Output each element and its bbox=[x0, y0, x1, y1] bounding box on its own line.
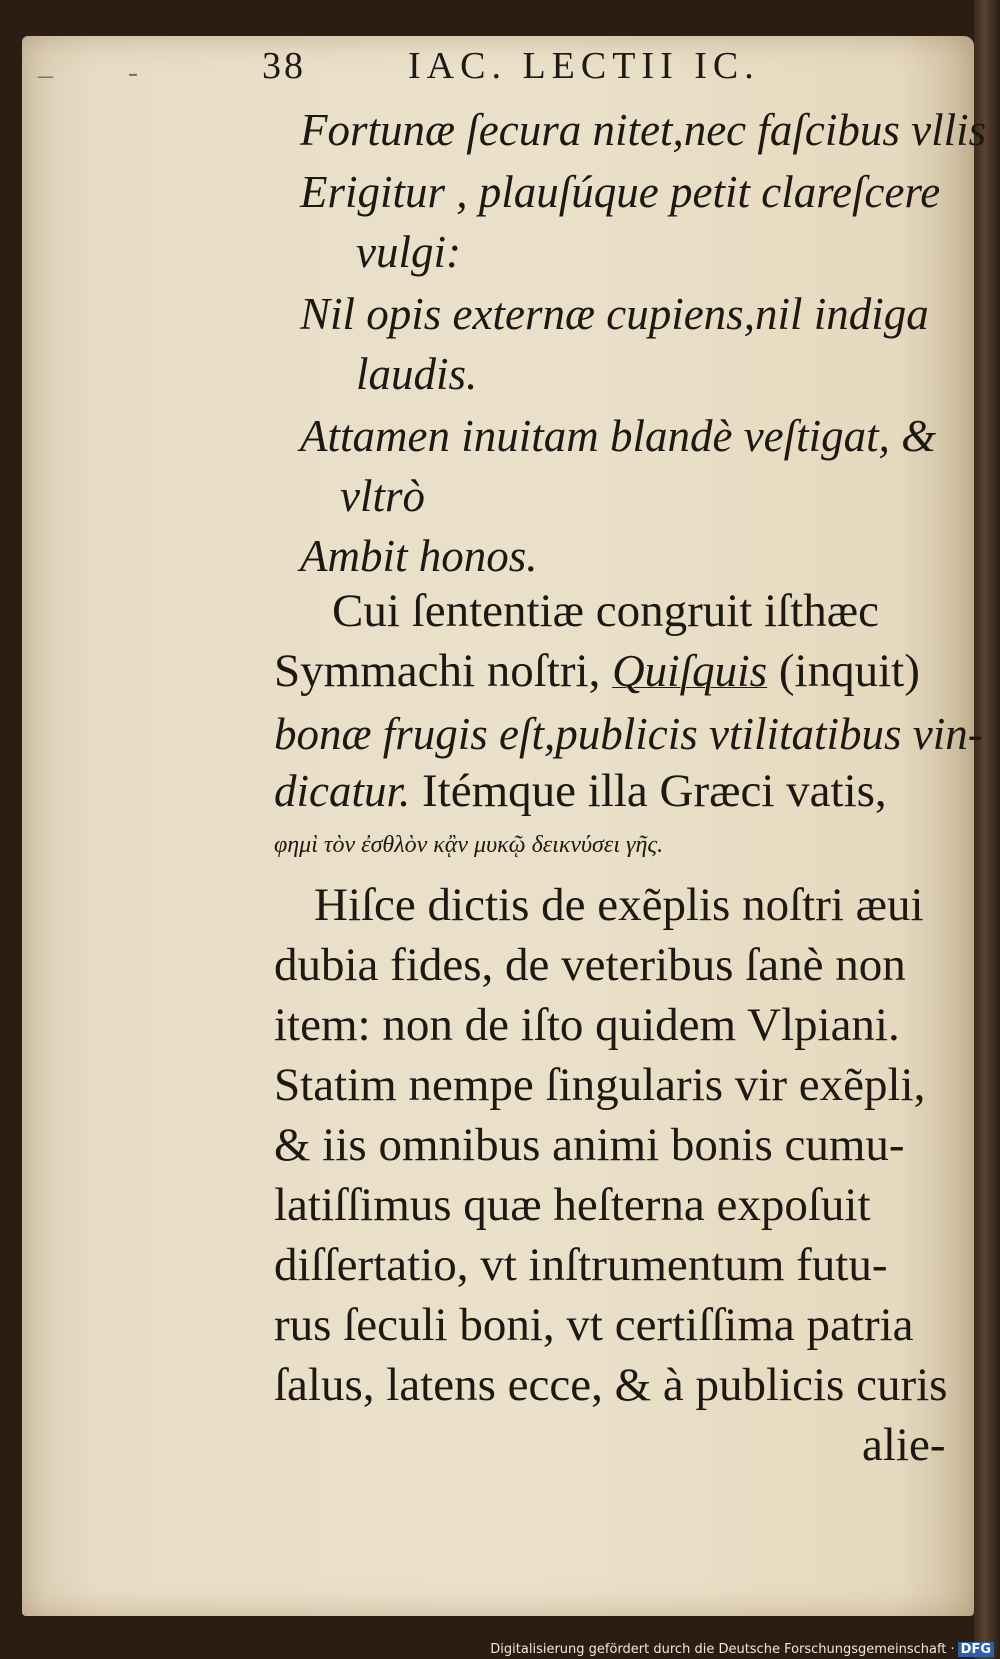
verse-line: Ambit honos. bbox=[300, 531, 538, 581]
book-spine-edge bbox=[974, 0, 1000, 1659]
margin-mark: - bbox=[128, 56, 138, 89]
verse-line: vltrò bbox=[340, 471, 425, 521]
body-line: diſſertatio, vt inſtrumentum futu- bbox=[274, 1239, 888, 1291]
body-line: Hiſce dictis de exẽplis noſtri æui bbox=[314, 879, 924, 931]
body-line: rus ſeculi boni, vt certiſſima patria bbox=[274, 1299, 914, 1351]
body-line: ſalus, latens ecce, & à publicis curis bbox=[274, 1359, 948, 1411]
quoted-word: Quiſquis bbox=[612, 646, 768, 696]
verse-line: Fortunæ ſecura nitet,nec faſcibus vllis bbox=[300, 105, 987, 155]
body-line: dubia fides, de veteribus ſanè non bbox=[274, 939, 906, 991]
verse-line: Nil opis externæ cupiens,nil indiga bbox=[300, 289, 929, 339]
verse-line: laudis. bbox=[356, 349, 478, 399]
verse-line: vulgi: bbox=[356, 227, 461, 277]
verse-line: Attamen inuitam blandè veſtigat, & bbox=[300, 411, 937, 461]
page-number: 38 bbox=[262, 45, 306, 87]
body-line: dicatur. Itémque illa Græci vatis, bbox=[274, 765, 887, 817]
greek-quote: φημὶ τὸν ἐσθλὸν κᾂν μυκῷ δεικνύσει γῆς. bbox=[274, 832, 664, 858]
verse-line: Erigitur , plauſúque petit clareſcere bbox=[300, 167, 941, 217]
body-line: item: non de iſto quidem Vlpiani. bbox=[274, 999, 900, 1051]
margin-mark: – bbox=[38, 58, 53, 91]
body-line: Statim nempe ſingularis vir exẽpli, bbox=[274, 1059, 926, 1111]
digitization-credit: Digitalisierung gefördert durch die Deutsche Forschungsgemeinschaft · DFG bbox=[490, 1642, 994, 1657]
body-line: bonæ frugis eſt,publicis vtilitatibus vin- bbox=[274, 709, 983, 759]
body-line: Symmachi noſtri, Quiſquis (inquit) bbox=[274, 645, 920, 697]
catchword: alie- bbox=[862, 1419, 946, 1471]
body-line: Cui ſententiæ congruit iſthæc bbox=[332, 585, 879, 637]
dfg-logo: DFG bbox=[958, 1642, 994, 1657]
running-head: IAC. LECTII IC. bbox=[408, 45, 760, 87]
body-line: & iis omnibus animi bonis cumu- bbox=[274, 1119, 905, 1171]
body-line: latiſſimus quæ heſterna expoſuit bbox=[274, 1179, 871, 1231]
